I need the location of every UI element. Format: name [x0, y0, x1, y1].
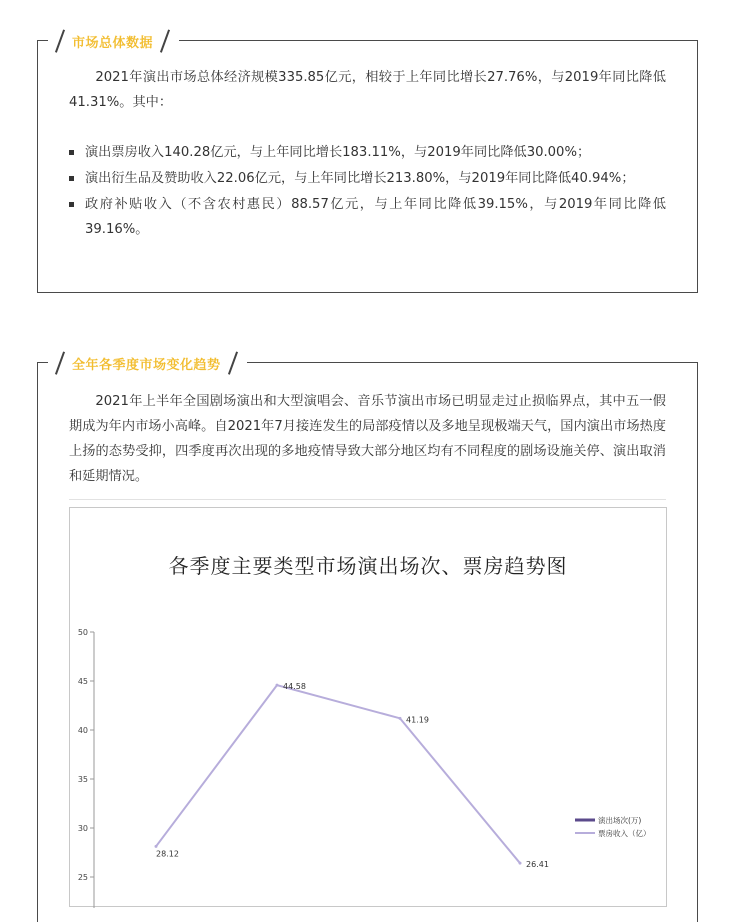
- section-title: 市场总体数据: [72, 35, 154, 51]
- bullet-text: 演出票房收入140.28亿元，与上年同比增长183.11%，与2019年同比降低30.00%；: [85, 145, 591, 160]
- bullet-icon: [69, 150, 74, 155]
- slash-divider-right: [159, 30, 171, 52]
- y-tick-label: 25: [77, 873, 88, 882]
- y-tick-label: 40: [77, 726, 88, 735]
- section-header: [48, 350, 247, 376]
- bullet-icon: [69, 202, 74, 207]
- slash-divider-left: [54, 30, 66, 52]
- slash-divider-right: [227, 352, 239, 374]
- bullet-text: 演出衍生品及赞助收入22.06亿元，与上年同比增长213.80%，与2019年同比降低40.94%；: [85, 171, 635, 186]
- revenue-series-line: [156, 685, 520, 863]
- overview-text: [69, 65, 666, 115]
- section-header: [48, 28, 179, 54]
- divider: [69, 499, 666, 500]
- legend-label: 票房收入（亿）: [598, 829, 651, 838]
- data-point: [155, 845, 158, 848]
- legend-label: 演出场次(万): [598, 816, 642, 825]
- list-item: [69, 166, 666, 191]
- trend-text: [69, 389, 666, 489]
- section-title: 全年各季度市场变化趋势: [72, 357, 221, 373]
- overview-bullet-list: [69, 140, 666, 243]
- data-point: [399, 717, 402, 720]
- data-point: [519, 862, 522, 865]
- trend-paragraph: 2021年上半年全国剧场演出和大型演唱会、音乐节演出市场已明显走过止损临界点，其中五一假期成为年内市场小高峰。自2021年7月接连发生的局部疫情以及多地呈现极端天气，国内演出市场热度上扬的态势受抑，四季度再次出现的多地疫情导致大部分地区均有不同程度的剧场设施关停、演出取消和延期情况。: [69, 394, 666, 484]
- market-overview-section: [37, 35, 698, 293]
- bullet-icon: [69, 176, 74, 181]
- y-tick-label: 30: [77, 824, 88, 833]
- chart-title: 各季度主要类型市场演出场次、票房趋势图: [168, 554, 568, 578]
- data-label: 44.58: [283, 682, 306, 692]
- chart-canvas: [70, 508, 668, 908]
- y-tick-label: 45: [77, 677, 88, 686]
- data-label: 41.19: [406, 715, 429, 725]
- slash-divider-left: [54, 352, 66, 374]
- data-point: [276, 684, 279, 687]
- y-tick-label: 35: [77, 775, 88, 784]
- data-label: 28.12: [156, 849, 179, 859]
- list-item: [69, 140, 666, 165]
- y-tick-label: 50: [77, 628, 88, 637]
- quarterly-trend-section: [37, 357, 698, 922]
- data-label: 26.41: [526, 860, 549, 870]
- trend-chart: [69, 507, 667, 907]
- bullet-text: 政府补贴收入（不含农村惠民）88.57亿元，与上年同比降低39.15%，与2019年同比降低39.16%。: [85, 197, 666, 237]
- list-item: [69, 192, 666, 242]
- overview-paragraph: 2021年演出市场总体经济规模335.85亿元，相较于上年同比增长27.76%，与2019年同比降低41.31%。其中：: [69, 70, 666, 110]
